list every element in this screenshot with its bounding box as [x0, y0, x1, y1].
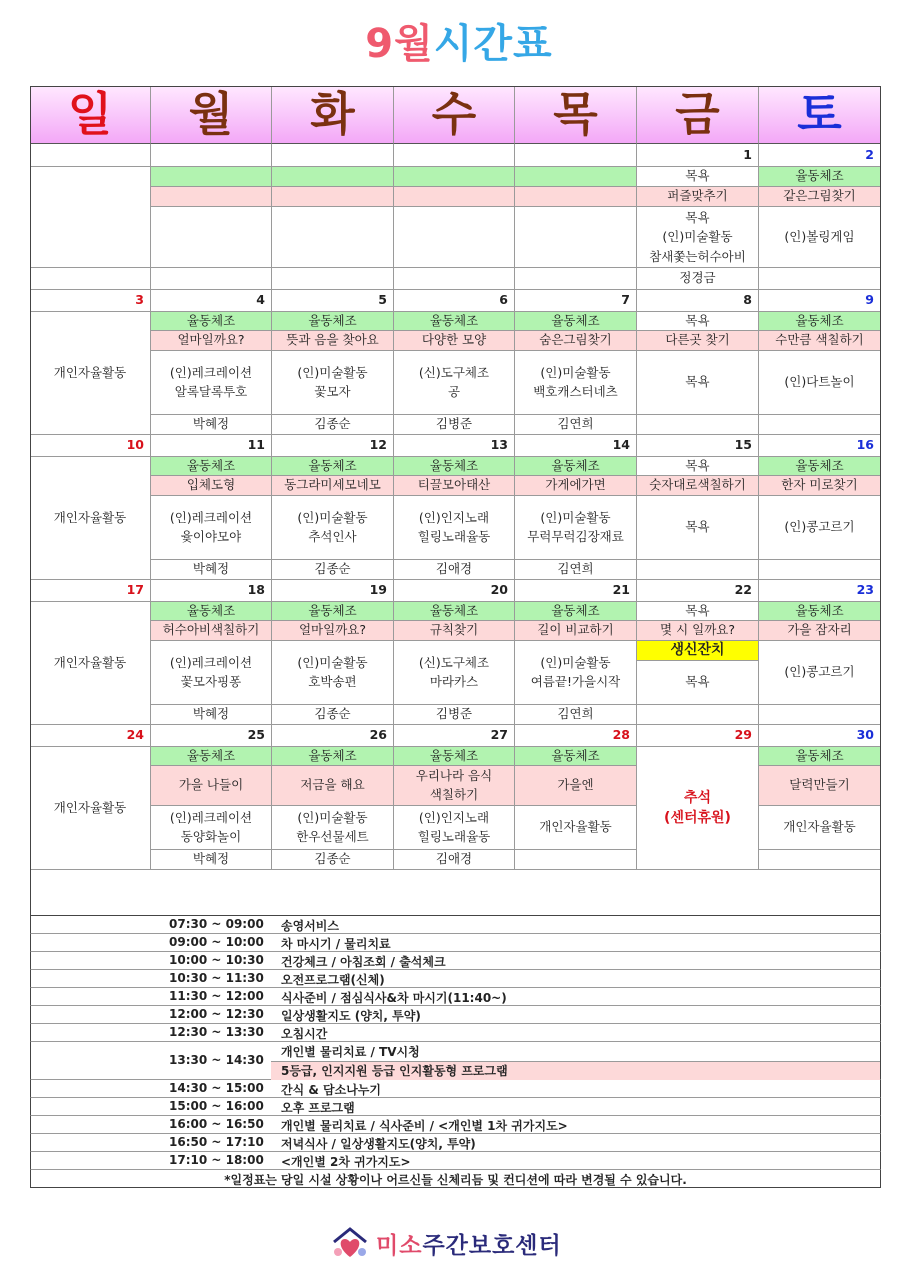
program-cell: (인)미술활동 꽃모자 — [272, 351, 394, 415]
date-cell: 3 — [30, 290, 151, 312]
activity-cell: 다양한 모양 — [394, 331, 515, 351]
date-cell: 26 — [272, 725, 394, 747]
date-cell: 1 — [637, 144, 759, 167]
staff-cell: 김애경 — [394, 850, 515, 870]
schedule-desc: 개인별 물리치료 / TV시청 — [281, 1045, 420, 1059]
program-cell: 목욕 — [637, 351, 759, 415]
schedule-row — [30, 1006, 881, 1024]
sunday-activity: 개인자율활동 — [30, 457, 151, 580]
program-cell: 개인자율활동 — [515, 806, 637, 850]
exercise-cell: 율동체조 — [394, 312, 515, 331]
activity-cell: 몇 시 일까요? — [637, 621, 759, 641]
program-cell: (인)레크레이션 알록달록투호 — [151, 351, 272, 415]
schedule-row — [30, 988, 881, 1006]
schedule-time: 17:10 ~ 18:00 — [169, 1153, 264, 1167]
schedule-time: 12:30 ~ 13:30 — [169, 1025, 264, 1039]
activity-cell: 가을엔 — [515, 766, 637, 806]
activity-cell: 우리나라 음식 색칠하기 — [394, 766, 515, 806]
program-cell: 목욕 — [637, 661, 759, 705]
exercise-cell: 율동체조 — [759, 602, 881, 621]
schedule-time: 12:00 ~ 12:30 — [169, 1007, 264, 1021]
calendar-grid — [30, 86, 881, 916]
daily-schedule — [30, 916, 881, 1188]
sunday-activity: 개인자율활동 — [30, 602, 151, 725]
staff-cell: 박혜정 — [151, 850, 272, 870]
logo-text — [376, 1227, 562, 1260]
program-cell: (인)볼링게임 — [759, 207, 881, 268]
exercise-cell: 율동체조 — [759, 457, 881, 476]
exercise-cell: 율동체조 — [272, 747, 394, 766]
staff-cell — [759, 415, 881, 435]
schedule-time: 15:00 ~ 16:00 — [169, 1099, 264, 1113]
date-cell — [272, 144, 394, 167]
event-cell: 생신잔치 — [637, 641, 759, 661]
schedule-time: 13:30 ~ 14:30 — [169, 1053, 264, 1067]
exercise-cell: 율동체조 — [272, 602, 394, 621]
date-cell: 11 — [151, 435, 272, 457]
date-cell: 2 — [759, 144, 881, 167]
schedule-desc: 일상생활지도 (양치, 투약) — [281, 1009, 421, 1023]
exercise-cell: 목욕 — [637, 167, 759, 187]
staff-cell — [759, 705, 881, 725]
staff-cell: 김종순 — [272, 705, 394, 725]
activity-cell: 저금을 해요 — [272, 766, 394, 806]
sunday-activity — [30, 167, 151, 268]
schedule-row — [30, 1152, 881, 1170]
program-cell: (신)도구체조 공 — [394, 351, 515, 415]
activity-cell: 같은그림찾기 — [759, 187, 881, 207]
staff-cell: 김병준 — [394, 705, 515, 725]
exercise-cell: 율동체조 — [515, 602, 637, 621]
exercise-cell: 율동체조 — [151, 457, 272, 476]
schedule-row — [30, 934, 881, 952]
program-cell: (인)레크레이션 윷이야모야 — [151, 496, 272, 560]
schedule-time: 14:30 ~ 15:00 — [169, 1081, 264, 1095]
program-cell: (인)레크레이션 동양화놀이 — [151, 806, 272, 850]
program-cell — [151, 207, 272, 268]
staff-cell — [637, 705, 759, 725]
schedule-desc: 오침시간 — [281, 1027, 328, 1041]
exercise-cell: 율동체조 — [394, 747, 515, 766]
staff-cell — [759, 850, 881, 870]
schedule-time: 09:00 ~ 10:00 — [169, 935, 264, 949]
staff-cell — [759, 560, 881, 580]
date-cell — [515, 144, 637, 167]
schedule-desc: 오전프로그램(신체) — [281, 973, 385, 987]
activity-cell: 얼마일까요? — [272, 621, 394, 641]
day-header-3: 수 — [394, 86, 515, 144]
date-cell: 25 — [151, 725, 272, 747]
day-header-4: 목 — [515, 86, 637, 144]
exercise-cell: 율동체조 — [151, 747, 272, 766]
program-cell: (인)미술활동 백호캐스터네츠 — [515, 351, 637, 415]
date-cell — [151, 144, 272, 167]
activity-cell: 규칙찾기 — [394, 621, 515, 641]
schedule-row — [30, 1098, 881, 1116]
schedule-time: 16:00 ~ 16:50 — [169, 1117, 264, 1131]
staff-cell: 김종순 — [272, 415, 394, 435]
center-logo — [330, 1226, 562, 1260]
program-cell — [394, 207, 515, 268]
date-cell: 17 — [30, 580, 151, 602]
schedule-row — [30, 1134, 881, 1152]
date-cell: 19 — [272, 580, 394, 602]
day-header-1: 월 — [151, 86, 272, 144]
schedule-row — [30, 1080, 881, 1098]
exercise-cell: 율동체조 — [759, 167, 881, 187]
activity-cell — [515, 187, 637, 207]
exercise-cell: 율동체조 — [272, 312, 394, 331]
date-cell: 15 — [637, 435, 759, 457]
staff-cell — [637, 560, 759, 580]
schedule-desc: 개인별 물리치료 / 식사준비 / <개인별 1차 귀가지도> — [281, 1119, 568, 1133]
exercise-cell: 율동체조 — [272, 457, 394, 476]
logo-text-part1: 미소 — [376, 1232, 423, 1259]
activity-cell — [394, 187, 515, 207]
date-cell: 24 — [30, 725, 151, 747]
date-cell: 14 — [515, 435, 637, 457]
title-month: 9월 — [365, 21, 434, 67]
activity-cell: 길이 비교하기 — [515, 621, 637, 641]
exercise-cell: 율동체조 — [151, 602, 272, 621]
page-title — [0, 12, 918, 69]
staff-cell — [394, 268, 515, 290]
schedule-row — [30, 916, 881, 934]
date-cell — [30, 144, 151, 167]
date-cell: 21 — [515, 580, 637, 602]
schedule-row — [30, 1042, 881, 1080]
date-cell — [394, 144, 515, 167]
logo-text-part2: 주간보호센터 — [422, 1232, 562, 1259]
schedule-desc: <개인별 2차 귀가지도> — [281, 1155, 411, 1169]
activity-cell — [272, 187, 394, 207]
date-cell: 8 — [637, 290, 759, 312]
date-cell: 5 — [272, 290, 394, 312]
staff-cell — [272, 268, 394, 290]
activity-cell: 가을 잠자리 — [759, 621, 881, 641]
program-cell: (인)미술활동 여름끝!가을시작 — [515, 641, 637, 705]
activity-cell: 허수아비색칠하기 — [151, 621, 272, 641]
exercise-cell: 목욕 — [637, 312, 759, 331]
staff-cell — [515, 268, 637, 290]
date-cell: 12 — [272, 435, 394, 457]
holiday-cell: 추석 (센터휴원) — [637, 747, 759, 870]
exercise-cell — [515, 167, 637, 187]
activity-cell: 뜻과 음을 찾아요 — [272, 331, 394, 351]
schedule-row — [30, 1116, 881, 1134]
staff-cell: 김종순 — [272, 560, 394, 580]
program-cell: (인)인지노래 힐링노래율동 — [394, 496, 515, 560]
program-cell: (인)콩고르기 — [759, 641, 881, 705]
staff-cell — [30, 268, 151, 290]
exercise-cell: 율동체조 — [394, 602, 515, 621]
exercise-cell: 율동체조 — [515, 457, 637, 476]
schedule-desc: 저녁식사 / 일상생활지도(양치, 투약) — [281, 1137, 476, 1151]
staff-cell: 김연희 — [515, 415, 637, 435]
activity-cell: 동그라미세모네모 — [272, 476, 394, 496]
date-cell: 29 — [637, 725, 759, 747]
schedule-desc: 송영서비스 — [281, 919, 339, 933]
staff-cell: 김연희 — [515, 560, 637, 580]
staff-cell: 박혜정 — [151, 560, 272, 580]
activity-cell: 한자 미로찾기 — [759, 476, 881, 496]
schedule-desc: 식사준비 / 점심식사&차 마시기(11:40~) — [281, 991, 507, 1005]
schedule-time: 10:00 ~ 10:30 — [169, 953, 264, 967]
date-cell: 6 — [394, 290, 515, 312]
program-cell: (인)콩고르기 — [759, 496, 881, 560]
staff-cell — [759, 268, 881, 290]
day-header-2: 화 — [272, 86, 394, 144]
activity-cell — [151, 187, 272, 207]
schedule-time: 10:30 ~ 11:30 — [169, 971, 264, 985]
day-header-0: 일 — [30, 86, 151, 144]
date-cell: 20 — [394, 580, 515, 602]
program-cell: 목욕 (인)미술활동 참새쫓는허수아비 — [637, 207, 759, 268]
date-cell: 9 — [759, 290, 881, 312]
program-cell: (인)미술활동 한우선물세트 — [272, 806, 394, 850]
program-cell: (인)인지노래 힐링노래율동 — [394, 806, 515, 850]
program-cell: (인)레크레이션 꽃모자핑퐁 — [151, 641, 272, 705]
program-cell — [272, 207, 394, 268]
staff-cell: 박혜정 — [151, 415, 272, 435]
program-cell: (인)미술활동 추석인사 — [272, 496, 394, 560]
day-header-6: 토 — [759, 86, 881, 144]
program-cell — [515, 207, 637, 268]
sunday-activity: 개인자율활동 — [30, 747, 151, 870]
exercise-cell — [151, 167, 272, 187]
exercise-cell: 율동체조 — [151, 312, 272, 331]
activity-cell: 다른곳 찾기 — [637, 331, 759, 351]
schedule-time: 11:30 ~ 12:00 — [169, 989, 264, 1003]
date-cell: 10 — [30, 435, 151, 457]
sunday-activity: 개인자율활동 — [30, 312, 151, 435]
staff-cell: 김애경 — [394, 560, 515, 580]
activity-cell: 수만큼 색칠하기 — [759, 331, 881, 351]
date-cell: 22 — [637, 580, 759, 602]
staff-cell: 김연희 — [515, 705, 637, 725]
staff-cell: 정경금 — [637, 268, 759, 290]
schedule-row — [30, 1024, 881, 1042]
activity-cell: 숫자대로색칠하기 — [637, 476, 759, 496]
schedule-row — [30, 952, 881, 970]
schedule-desc-sub: 5등급, 인지지원 등급 인지활동형 프로그램 — [271, 1061, 880, 1080]
activity-cell: 퍼즐맞추기 — [637, 187, 759, 207]
date-cell: 30 — [759, 725, 881, 747]
date-cell: 16 — [759, 435, 881, 457]
exercise-cell: 목욕 — [637, 457, 759, 476]
program-cell: (신)도구체조 마라카스 — [394, 641, 515, 705]
date-cell: 4 — [151, 290, 272, 312]
staff-cell — [515, 850, 637, 870]
schedule-time: 16:50 ~ 17:10 — [169, 1135, 264, 1149]
date-cell: 18 — [151, 580, 272, 602]
exercise-cell: 율동체조 — [515, 747, 637, 766]
activity-cell: 입체도형 — [151, 476, 272, 496]
day-header-5: 금 — [637, 86, 759, 144]
program-cell: (인)미술활동 호박송편 — [272, 641, 394, 705]
exercise-cell: 목욕 — [637, 602, 759, 621]
schedule-desc: 건강체크 / 아침조회 / 출석체크 — [281, 955, 446, 969]
title-rest: 시간표 — [433, 21, 553, 67]
program-cell: 목욕 — [637, 496, 759, 560]
exercise-cell — [394, 167, 515, 187]
exercise-cell: 율동체조 — [515, 312, 637, 331]
date-cell: 27 — [394, 725, 515, 747]
date-cell: 13 — [394, 435, 515, 457]
activity-cell: 숨은그림찾기 — [515, 331, 637, 351]
exercise-cell: 율동체조 — [759, 747, 881, 766]
program-cell: 개인자율활동 — [759, 806, 881, 850]
schedule-desc: 간식 & 담소나누기 — [281, 1083, 381, 1097]
program-cell: (인)다트놀이 — [759, 351, 881, 415]
schedule-row — [30, 970, 881, 988]
activity-cell: 달력만들기 — [759, 766, 881, 806]
staff-cell — [151, 268, 272, 290]
staff-cell: 박혜정 — [151, 705, 272, 725]
activity-cell: 티끌모아태산 — [394, 476, 515, 496]
schedule-time: 07:30 ~ 09:00 — [169, 917, 264, 931]
activity-cell: 가을 나들이 — [151, 766, 272, 806]
exercise-cell — [272, 167, 394, 187]
heart-house-icon — [330, 1226, 370, 1260]
exercise-cell: 율동체조 — [394, 457, 515, 476]
exercise-cell: 율동체조 — [759, 312, 881, 331]
schedule-note: *일정표는 당일 시설 상황이나 어르신들 신체리듬 및 컨디션에 따라 변경될 수 있습니다. — [30, 1170, 881, 1188]
staff-cell: 김종순 — [272, 850, 394, 870]
date-cell: 7 — [515, 290, 637, 312]
date-cell: 28 — [515, 725, 637, 747]
program-cell: (인)미술활동 무럭무럭김장재료 — [515, 496, 637, 560]
date-cell: 23 — [759, 580, 881, 602]
staff-cell — [637, 415, 759, 435]
activity-cell: 얼마일까요? — [151, 331, 272, 351]
schedule-desc: 차 마시기 / 물리치료 — [281, 937, 391, 951]
schedule-desc: 오후 프로그램 — [281, 1101, 355, 1115]
activity-cell: 가게에가면 — [515, 476, 637, 496]
staff-cell: 김병준 — [394, 415, 515, 435]
